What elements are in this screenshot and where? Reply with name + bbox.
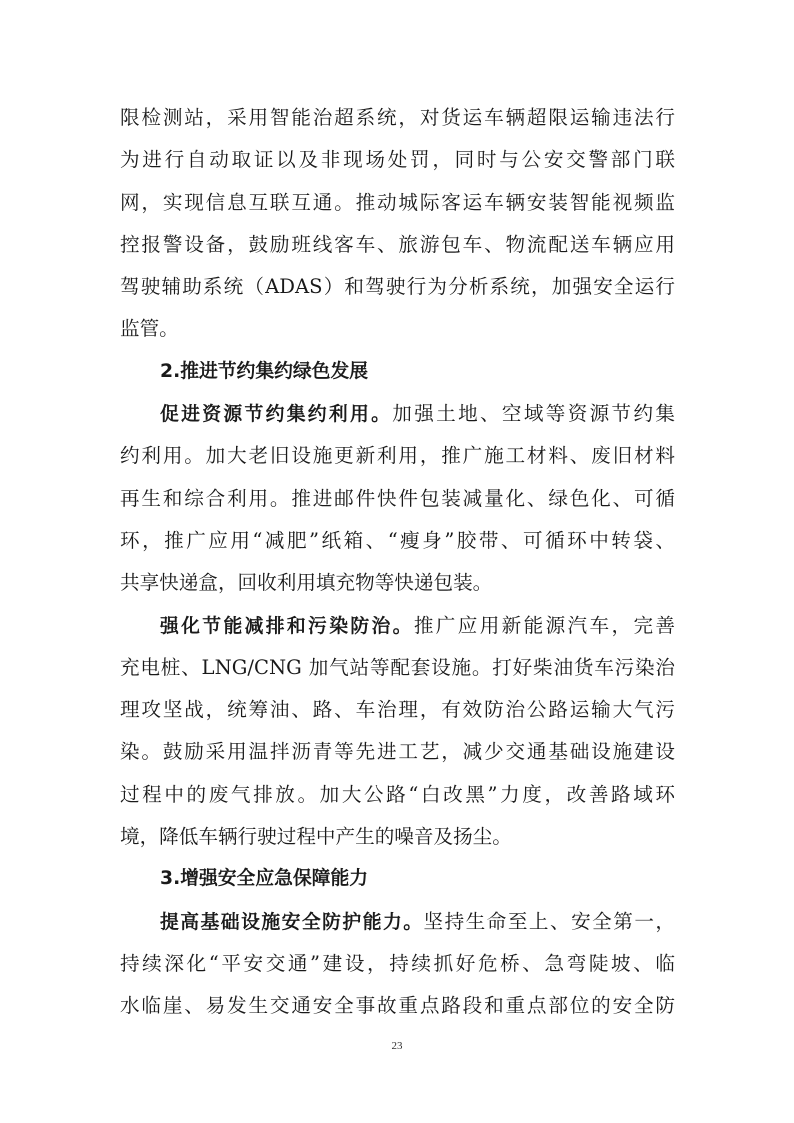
text-line: 环，推广应用“减肥”纸箱、“瘦身”胶带、可循环中转袋、 — [120, 528, 675, 552]
text-line: 充电桩、LNG/CNG 加气站等配套设施。打好柴油货车污染治 — [120, 655, 675, 679]
text-line: 约利用。加大老旧设施更新利用，推广施工材料、废旧材料 — [120, 444, 675, 468]
paragraph-lead: 促进资源节约集约利用。 — [160, 404, 393, 426]
body-text — [120, 97, 675, 1028]
text-line: 境，降低车辆行驶过程中产生的噪音及扬尘。 — [120, 825, 512, 849]
text-line: 再生和综合利用。推进邮件快件包装减量化、绿色化、可循 — [120, 486, 675, 510]
text-line: 持续深化“平安交通”建设，持续抓好危桥、急弯陡坡、临 — [120, 951, 675, 975]
paragraph — [120, 605, 675, 859]
paragraph-lead: 提高基础设施安全防护能力。 — [160, 911, 424, 933]
paragraph — [120, 393, 675, 604]
text-line: 染。鼓励采用温拌沥青等先进工艺，减少交通基础设施建设 — [120, 740, 675, 764]
text-line: 网，实现信息互联互通。推动城际客运车辆安装智能视频监 — [120, 190, 675, 214]
section-heading: 2.推进节约集约绿色发展 — [160, 360, 369, 382]
text-line: 控报警设备，鼓励班线客车、旅游包车、物流配送车辆应用 — [120, 232, 675, 256]
text-line — [120, 901, 675, 943]
paragraph-lead: 强化节能减排和污染防治。 — [160, 615, 414, 637]
text-line: 限检测站，采用智能治超系统，对货运车辆超限运输违法行 — [120, 106, 675, 129]
text-line: 共享快递盒，回收利用填充物等快递包装。 — [120, 571, 493, 595]
page-number: 23 — [391, 1040, 403, 1052]
paragraph — [120, 97, 675, 351]
paragraph — [120, 901, 675, 1028]
text-line — [120, 393, 675, 435]
text-run: 推广应用新能源汽车，完善 — [413, 613, 675, 637]
text-line: 为进行自动取证以及非现场处罚，同时与公安交警部门联 — [120, 148, 675, 172]
text-run: 坚持生命至上、安全第一， — [423, 909, 675, 933]
text-line: 理攻坚战，统筹油、路、车治理，有效防治公路运输大气污 — [120, 698, 675, 722]
text-line — [120, 605, 675, 647]
text-line: 水临崖、易发生交通安全事故重点路段和重点部位的安全防 — [120, 994, 675, 1018]
text-line: 驾驶辅助系统（ADAS）和驾驶行为分析系统，加强安全运行 — [120, 275, 675, 299]
section-heading: 3.增强安全应急保障能力 — [160, 868, 369, 890]
text-line: 监管。 — [120, 317, 179, 341]
text-line: 过程中的废气排放。加大公路“白改黑”力度，改善路域环 — [120, 782, 675, 806]
text-run: 加强土地、空域等资源节约集 — [392, 402, 675, 426]
